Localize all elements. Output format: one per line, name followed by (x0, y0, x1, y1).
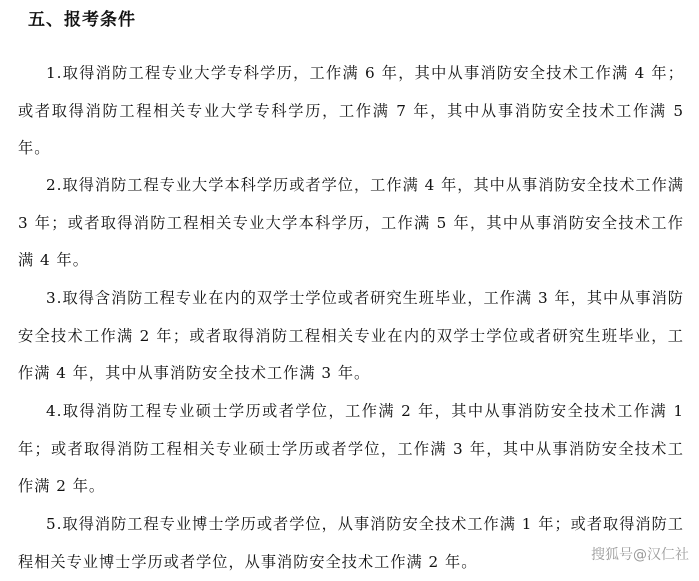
condition-text: 取得消防工程专业博士学历或者学位，从事消防安全技术工作满 1 年；或者取得消防工程相关专业博士学历或者学位，从事消防安全技术工作满 2 年。 (18, 515, 684, 571)
section-heading: 五、报考条件 (28, 10, 136, 30)
condition-number: 3. (46, 289, 63, 308)
condition-text: 取得消防工程专业硕士学历或者学位，工作满 2 年，其中从事消防安全技术工作满 1 年；或者取得消防工程相关专业硕士学历或者学位，工作满 3 年，其中从事消防安全技术工作满 2 年。 (18, 402, 684, 496)
condition-item-4 (18, 393, 684, 506)
condition-number: 1. (46, 64, 63, 83)
condition-text: 取得消防工程专业大学本科学历或者学位，工作满 4 年，其中从事消防安全技术工作满 3 年；或者取得消防工程相关专业大学本科学历，工作满 5 年，其中从事消防安全技术工作满 4 年。 (18, 176, 684, 270)
condition-item-1 (18, 55, 684, 168)
condition-text: 取得含消防工程专业在内的双学士学位或者研究生班毕业，工作满 3 年，其中从事消防安全技术工作满 2 年；或者取得消防工程相关专业在内的双学士学位或者研究生班毕业，工作满 4 年，其中从事消防安全技术工作满 3 年。 (18, 289, 684, 383)
condition-number: 2. (46, 176, 63, 195)
condition-item-2 (18, 167, 684, 280)
condition-item-3 (18, 280, 684, 393)
condition-number: 4. (46, 402, 63, 421)
condition-number: 5. (46, 515, 63, 534)
condition-text: 取得消防工程专业大学专科学历，工作满 6 年，其中从事消防安全技术工作满 4 年；或者取得消防工程相关专业大学专科学历，工作满 7 年，其中从事消防安全技术工作满 5 年。 (18, 64, 684, 158)
source-watermark: 搜狐号@汉仁社 (591, 547, 689, 563)
